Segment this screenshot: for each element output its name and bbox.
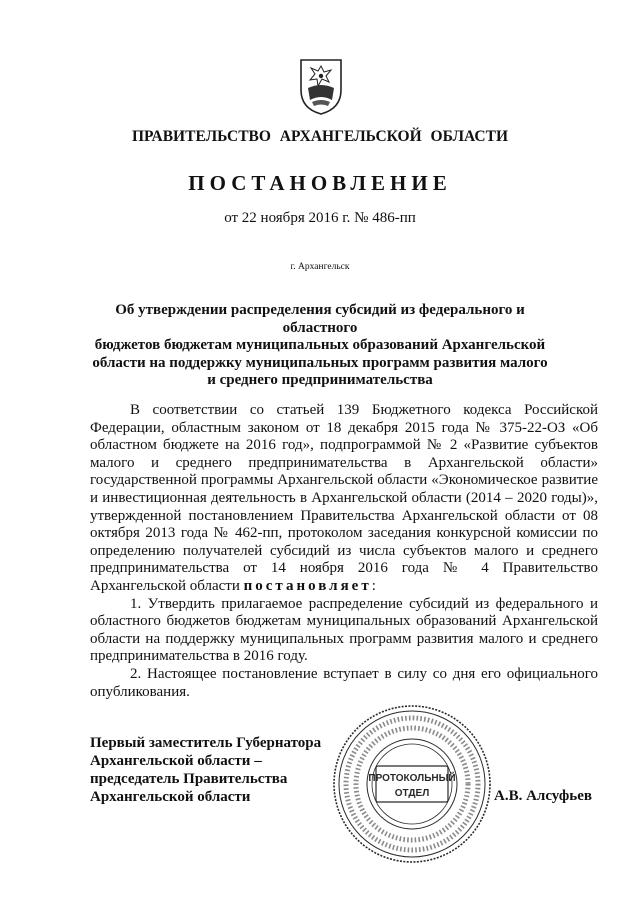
signatory-name: А.В. Алсуфьев	[494, 788, 592, 804]
document-title	[80, 302, 560, 390]
stamp-center-line1: ПРОТОКОЛЬНЫЙ	[368, 773, 456, 784]
position-line: Архангельской области	[90, 789, 251, 805]
coat-of-arms-emblem	[298, 56, 344, 116]
organization-heading: ПРАВИТЕЛЬСТВО АРХАНГЕЛЬСКОЙ ОБЛАСТИ	[131, 128, 508, 145]
clause-1-paragraph: 1. Утвердить прилагаемое распределение субсидий из федерального и областного бюджетов бюджетам муниципальных образований Архангельской области на поддержку муниципальных программ развития малого и среднего предпринимательства в 2016 году.	[90, 595, 598, 665]
position-line: Первый заместитель Губернатора	[90, 735, 322, 751]
date-and-number: от 22 ноября 2016 г. № 486-пп	[224, 210, 416, 226]
decree-word: постановляет	[243, 577, 372, 594]
signatory-position	[90, 734, 350, 806]
title-line: бюджетов бюджетам муниципальных образований Архангельской	[94, 337, 546, 353]
document-type-heading: ПОСТАНОВЛЕНИЕ	[188, 171, 452, 195]
stamp-center-line2: ОТДЕЛ	[394, 788, 430, 799]
title-line: Об утверждении распределения субсидий из федерального и областного	[115, 302, 525, 336]
document-body	[90, 402, 598, 701]
title-line: области на поддержку муниципальных программ развития малого	[92, 354, 548, 371]
clause-2-paragraph: 2. Настоящее постановление вступает в силу со дня его официального опубликования.	[90, 665, 598, 700]
official-stamp	[330, 702, 494, 866]
preamble-paragraph	[90, 402, 598, 596]
decree-colon: :	[371, 577, 376, 594]
title-line: и среднего предпринимательства	[207, 372, 433, 388]
city-label: г. Архангельск	[290, 262, 350, 272]
preamble-text: В соответствии со статьей 139 Бюджетного кодекса Российской Федерации, областным законом от 18 декабря 2015 года № 375-22-ОЗ «Об областном бюджете на 2016 год», подпрограммой № 2 «Развитие субъектов малого и среднего предпринимательства в Архангельской области» государственной программы Архангельской области «Экономическое развитие и инвестиционная деятельность в Архангельской области (2014 – 2020 годы)», утвержденной постановлением Правительства Архангельской области от 08 октября 2013 года № 462-пп, протоколом заседания конкурсной комиссии по определению получателей субсидий из числа субъектов малого и среднего предпринимательства от 14 ноября 2016 года № 4 Правительство Архангельской области	[90, 402, 598, 594]
position-line: Архангельской области –	[90, 753, 262, 769]
position-line: председатель Правительства	[90, 771, 288, 787]
